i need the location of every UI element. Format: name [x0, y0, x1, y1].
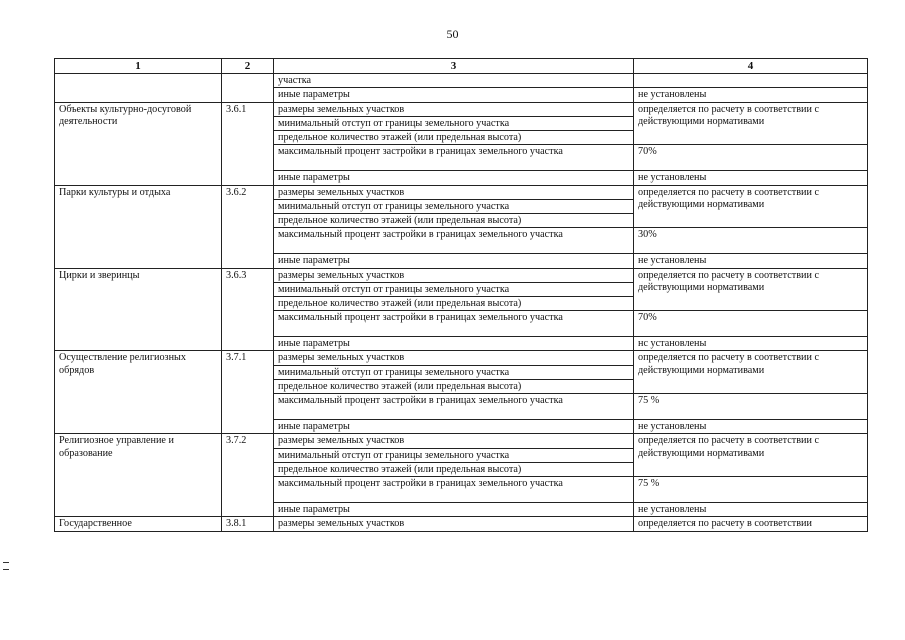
value-cell: определяется по расчету в соответствии — [634, 517, 868, 531]
value-cell: не установлены — [634, 254, 868, 268]
param-cell: минимальный отступ от границы земельного участка — [274, 365, 634, 379]
table-row — [55, 351, 868, 365]
param-cell: иные параметры — [274, 88, 634, 102]
param-cell: размеры земельных участков — [274, 351, 634, 365]
param-cell: минимальный отступ от границы земельного участка — [274, 282, 634, 296]
table-header-row — [55, 59, 868, 74]
use-type-code: 3.8.1 — [222, 517, 274, 531]
param-cell: иные параметры — [274, 171, 634, 185]
param-cell: максимальный процент застройки в границах земельного участка — [274, 394, 634, 420]
param-cell: максимальный процент застройки в границах земельного участка — [274, 228, 634, 254]
param-cell: минимальный отступ от границы земельного участка — [274, 116, 634, 130]
use-type-code: 3.6.3 — [222, 268, 274, 351]
use-type-code: 3.7.1 — [222, 351, 274, 434]
use-type-name: Цирки и зверинцы — [55, 268, 222, 351]
percent-value-cell: 70% — [634, 145, 868, 171]
empty-cell — [222, 74, 274, 102]
use-type-name: Объекты культурно-досуговой деятельности — [55, 102, 222, 185]
param-cell: максимальный процент застройки в границах земельного участка — [274, 145, 634, 171]
header-col-2: 2 — [222, 59, 274, 74]
norm-value-cell: определяется по расчету в соответствии с действующими нормативами — [634, 434, 868, 477]
header-col-3: 3 — [274, 59, 634, 74]
table-row — [55, 102, 868, 116]
value-cell: нс установлены — [634, 337, 868, 351]
param-cell: предельное количество этажей (или предельная высота) — [274, 131, 634, 145]
table-row — [55, 434, 868, 448]
use-type-code: 3.6.2 — [222, 185, 274, 268]
param-cell: размеры земельных участков — [274, 185, 634, 199]
use-type-code: 3.7.2 — [222, 434, 274, 517]
param-cell: минимальный отступ от границы земельного участка — [274, 448, 634, 462]
use-type-name: Религиозное управление и образование — [55, 434, 222, 517]
param-cell: максимальный процент застройки в границах земельного участка — [274, 477, 634, 503]
norm-value-cell: определяется по расчету в соответствии с действующими нормативами — [634, 102, 868, 145]
table-row — [55, 268, 868, 282]
header-col-4: 4 — [634, 59, 868, 74]
param-cell: размеры земельных участков — [274, 517, 634, 531]
value-cell: не установлены — [634, 171, 868, 185]
param-cell: предельное количество этажей (или предельная высота) — [274, 379, 634, 393]
param-cell: иные параметры — [274, 254, 634, 268]
value-cell — [634, 74, 868, 88]
norm-value-cell: определяется по расчету в соответствии с действующими нормативами — [634, 185, 868, 228]
page-number: 50 — [446, 27, 459, 41]
percent-value-cell: 70% — [634, 311, 868, 337]
param-cell: максимальный процент застройки в границах земельного участка — [274, 311, 634, 337]
param-cell: иные параметры — [274, 503, 634, 517]
percent-value-cell: 75 % — [634, 394, 868, 420]
param-cell: участка — [274, 74, 634, 88]
norm-value-cell: определяется по расчету в соответствии с действующими нормативами — [634, 351, 868, 394]
value-cell: не установлены — [634, 88, 868, 102]
table-row — [55, 517, 868, 531]
param-cell: размеры земельных участков — [274, 268, 634, 282]
param-cell: размеры земельных участков — [274, 102, 634, 116]
param-cell: предельное количество этажей (или предельная высота) — [274, 462, 634, 476]
table-row — [55, 185, 868, 199]
param-cell: иные параметры — [274, 420, 634, 434]
param-cell: предельное количество этажей (или предельная высота) — [274, 214, 634, 228]
use-type-code: 3.6.1 — [222, 102, 274, 185]
use-type-name: Осуществление религиозных обрядов — [55, 351, 222, 434]
param-cell: минимальный отступ от границы земельного участка — [274, 199, 634, 213]
value-cell: не установлены — [634, 503, 868, 517]
percent-value-cell: 75 % — [634, 477, 868, 503]
use-type-name: Государственное — [55, 517, 222, 531]
margin-mark — [3, 562, 9, 570]
parameters-table — [54, 58, 868, 532]
param-cell: предельное количество этажей (или предельная высота) — [274, 297, 634, 311]
use-type-name: Парки культуры и отдыха — [55, 185, 222, 268]
norm-value-cell: определяется по расчету в соответствии с действующими нормативами — [634, 268, 868, 311]
param-cell: иные параметры — [274, 337, 634, 351]
table-row — [55, 74, 868, 88]
value-cell: не установлены — [634, 420, 868, 434]
header-col-1: 1 — [55, 59, 222, 74]
empty-cell — [55, 74, 222, 102]
percent-value-cell: 30% — [634, 228, 868, 254]
param-cell: размеры земельных участков — [274, 434, 634, 448]
